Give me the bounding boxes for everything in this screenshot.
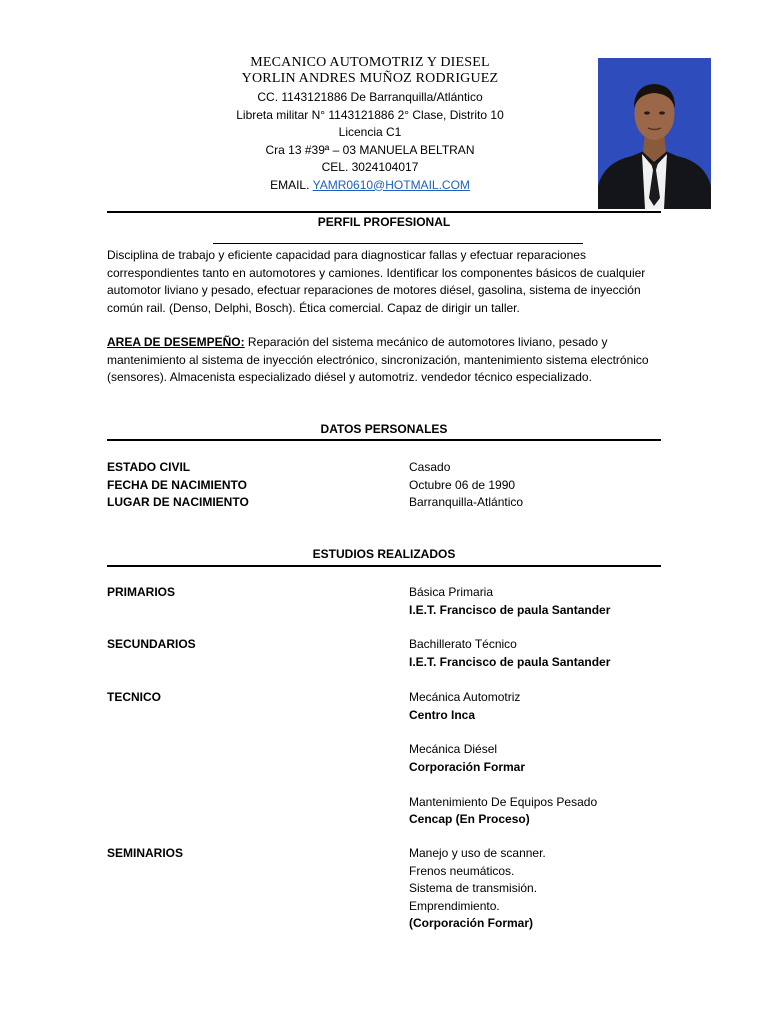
perfil-text: Disciplina de trabajo y eficiente capacidad para diagnosticar fallas y efectuar reparaciones correspondientes tanto en automotores y camiones. Identificar los componentes básicos de cualquier automotor liviano y pesado, efectuar reparaciones de motores diésel, gasolina, sistema de inyección común rail. (Denso, Delphi, Bosch). Ética comercial. Capaz de dirigir un taller. <box>107 248 646 315</box>
lugar-nacimiento-value: Barranquilla-Atlántico <box>409 495 524 509</box>
seminarios-label: SEMINARIOS <box>107 846 184 860</box>
perfil-underline <box>213 243 583 244</box>
tecnico-institution-2: Corporación Formar <box>409 760 526 774</box>
tecnico-label: TECNICO <box>107 690 161 704</box>
divider-estudios <box>107 565 661 567</box>
secundarios-level: Bachillerato Técnico <box>409 637 517 651</box>
divider-datos <box>107 439 661 441</box>
area-text: Reparación del sistema mecánico de automotores liviano, pesado y mantenimiento al sistema de inyección electrónico, sincronización, mantenimiento sistema electrónico (sensores). Almacenista especializado diésel y automotriz. vendedor técnico especializado. <box>107 335 649 384</box>
seminarios-institution: (Corporación Formar) <box>409 916 534 930</box>
profession-title: MECANICO AUTOMOTRIZ Y DIESEL <box>250 55 490 70</box>
area-desempeno <box>107 334 667 387</box>
email-link[interactable]: YAMR0610@HOTMAIL.COM <box>312 177 470 192</box>
estado-civil-label: ESTADO CIVIL <box>107 460 191 474</box>
tecnico-course-2: Mecánica Diésel <box>409 742 498 756</box>
lugar-nacimiento-label: LUGAR DE NACIMIENTO <box>107 495 249 509</box>
tecnico-course-3: Mantenimiento De Equipos Pesado <box>409 795 598 809</box>
primarios-level: Básica Primaria <box>409 585 494 599</box>
primarios-school: I.E.T. Francisco de paula Santander <box>409 603 611 617</box>
estado-civil-value: Casado <box>409 460 451 474</box>
perfil-title: PERFIL PROFESIONAL <box>317 215 451 229</box>
tecnico-institution-1: Centro Inca <box>409 708 476 722</box>
tecnico-course-1: Mecánica Automotriz <box>409 690 521 704</box>
divider-top <box>107 211 661 213</box>
area-label: AREA DE DESEMPEÑO: <box>107 335 245 349</box>
secundarios-school: I.E.T. Francisco de paula Santander <box>409 655 611 669</box>
profile-photo <box>598 58 711 209</box>
secundarios-label: SECUNDARIOS <box>107 637 196 651</box>
seminario-2: Frenos neumáticos. <box>409 864 515 878</box>
datos-title: DATOS PERSONALES <box>320 422 448 436</box>
id-number: CC. 1143121886 De Barranquilla/Atlántico <box>257 90 483 104</box>
military-card: Libreta militar N° 1143121886 2° Clase, Distrito 10 <box>236 107 504 122</box>
full-name: YORLIN ANDRES MUÑOZ RODRIGUEZ <box>241 71 499 86</box>
primarios-label: PRIMARIOS <box>107 585 176 599</box>
address: Cra 13 #39ª – 03 MANUELA BELTRAN <box>265 142 475 157</box>
seminario-1: Manejo y uso de scanner. <box>409 846 546 860</box>
portrait-image <box>598 58 711 209</box>
tecnico-institution-3: Cencap (En Proceso) <box>409 812 530 826</box>
seminario-4: Emprendimiento. <box>409 899 500 913</box>
driver-license: Licencia C1 <box>338 125 402 139</box>
email-line <box>150 177 590 195</box>
seminario-3: Sistema de transmisión. <box>409 881 538 895</box>
estudios-title: ESTUDIOS REALIZADOS <box>312 547 456 561</box>
phone: CEL. 3024104017 <box>321 160 419 174</box>
resume-header <box>150 55 590 194</box>
fecha-nacimiento-value: Octubre 06 de 1990 <box>409 478 516 492</box>
email-label: EMAIL. <box>270 177 310 192</box>
fecha-nacimiento-label: FECHA DE NACIMIENTO <box>107 478 248 492</box>
